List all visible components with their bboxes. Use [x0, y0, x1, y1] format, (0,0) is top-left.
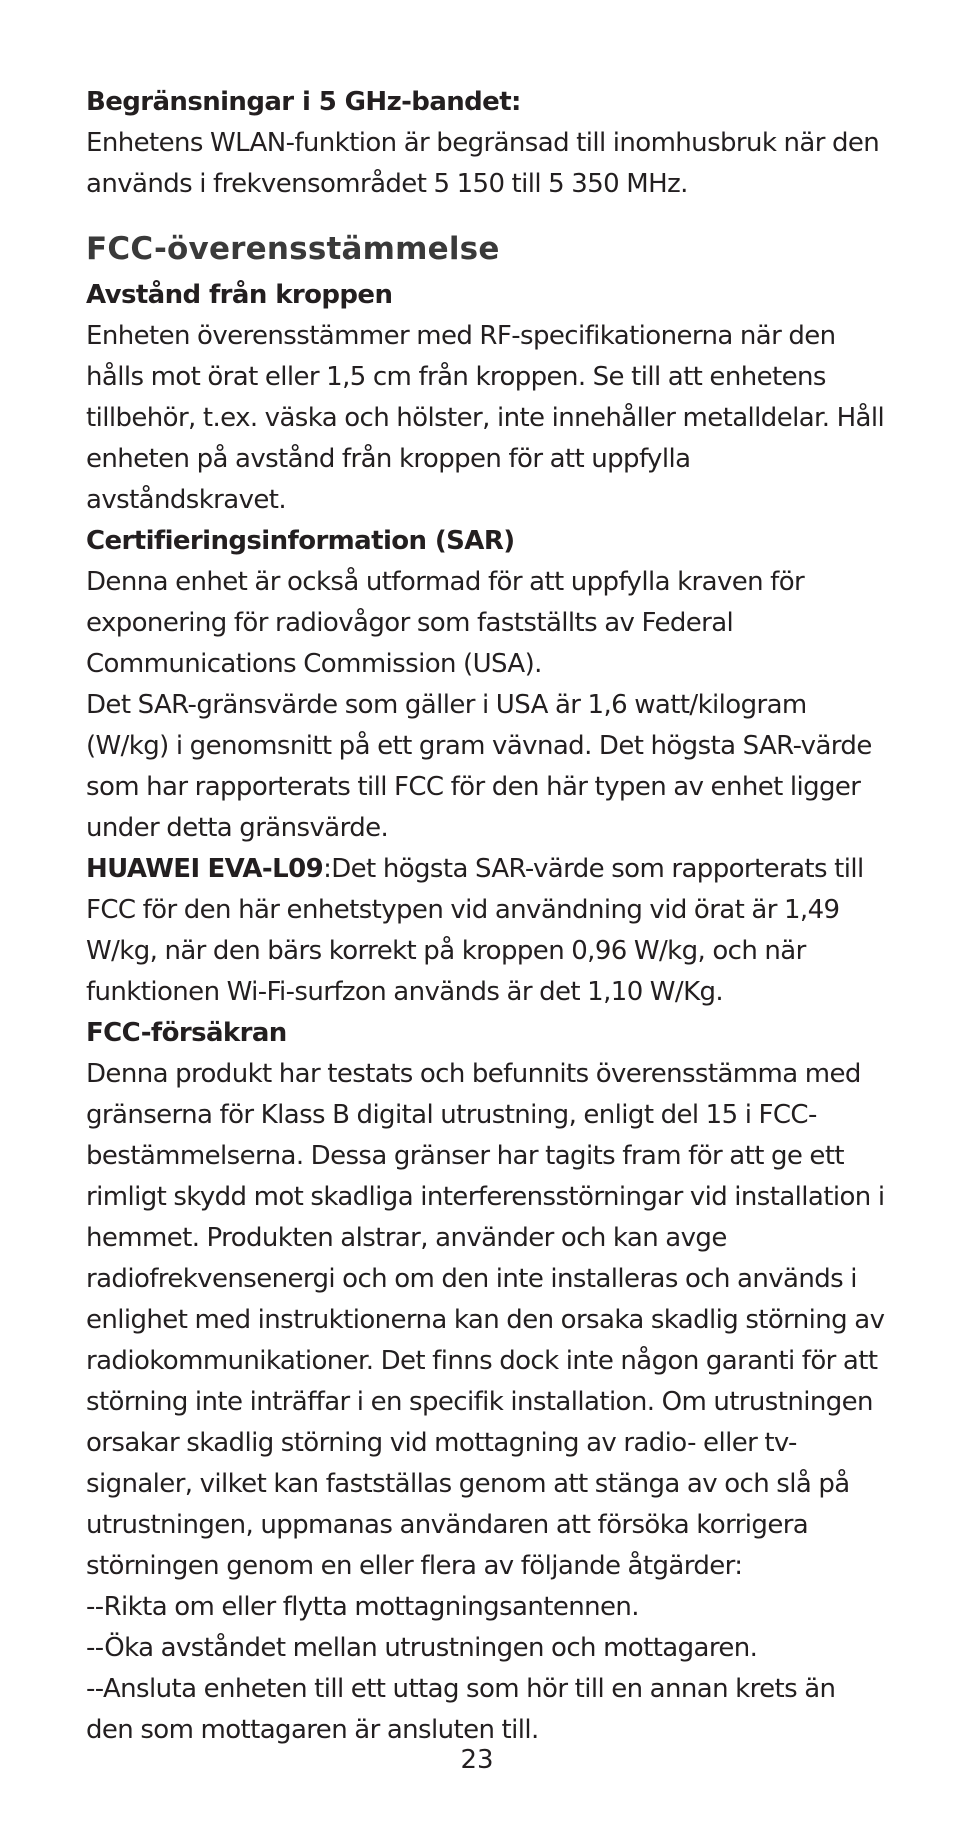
sar-heading: Certifieringsinformation (SAR) — [86, 526, 515, 556]
page-number: 23 — [460, 1745, 494, 1775]
model-name: HUAWEI EVA-L09 — [86, 854, 324, 884]
measure-item: --Rikta om eller flytta mottagningsantennen. — [86, 1592, 639, 1622]
fcc-declaration-text: Denna produkt har testats och befunnits överensstämma med gränserna för Klass B digital utrustning, enligt del 15 i FCC-bestämmelserna. Dessa gränser har tagits fram för att ge ett rimligt skydd mot skadliga interferensstörningar vid installation i hemmet. Produkten alstrar, använder och kan avge radiofrekvensenergi och om den inte installeras och används i enlighet med instruktionerna kan den orsaka skadlig störning av radiokommunikationer. Det finns dock inte någon garanti för att störning inte inträffar i en specifik installation. Om utrustningen orsakar skadlig störning vid mottagning av radio- eller tv-signaler, vilket kan fastställas genom att stänga av och slå på utrustningen, uppmanas användaren att försöka korrigera störningen genom en eller flera av följande åtgärder: — [86, 1059, 885, 1581]
fcc-declaration-heading: FCC-försäkran — [86, 1018, 287, 1048]
body-distance-heading: Avstånd från kroppen — [86, 280, 393, 310]
fcc-compliance-heading: FCC-överensstämmelse — [86, 231, 500, 267]
band-restriction-text: Enhetens WLAN-funktion är begränsad till inomhusbruk när den används i frekvensområdet 5 150 till 5 350 MHz. — [86, 128, 880, 199]
model-sar-paragraph — [86, 849, 886, 1013]
measure-item: --Ansluta enheten till ett uttag som hör till en annan krets än den som mottagaren är ansluten till. — [86, 1674, 836, 1745]
body-distance-text: Enheten överensstämmer med RF-specifikationerna när den hålls mot örat eller 1,5 cm från kroppen. Se till att enhetens tillbehör, t.ex. väska och hölster, inte innehåller metalldelar. Håll enheten på avstånd från kroppen för att uppfylla avståndskravet. — [86, 321, 885, 515]
document-page — [86, 82, 886, 1751]
sar-text-2: Det SAR-gränsvärde som gäller i USA är 1,6 watt/kilogram (W/kg) i genomsnitt på ett gram vävnad. Det högsta SAR-värde som har rapporterats till FCC för den här typen av enhet ligger under detta gränsvärde. — [86, 690, 872, 843]
measure-item: --Öka avståndet mellan utrustningen och mottagaren. — [86, 1633, 758, 1663]
band-restriction-heading: Begränsningar i 5 GHz-bandet: — [86, 87, 521, 117]
sar-text-1: Denna enhet är också utformad för att uppfylla kraven för exponering för radiovågor som fastställts av Federal Communications Commission (USA). — [86, 567, 805, 679]
model-sar-text: :Det högsta SAR-värde som rapporterats till FCC för den här enhetstypen vid användning vid örat är 1,49 W/kg, när den bärs korrekt på kroppen 0,96 W/kg, och när funktionen Wi-Fi-surfzon används är det 1,10 W/Kg. — [86, 854, 864, 1007]
